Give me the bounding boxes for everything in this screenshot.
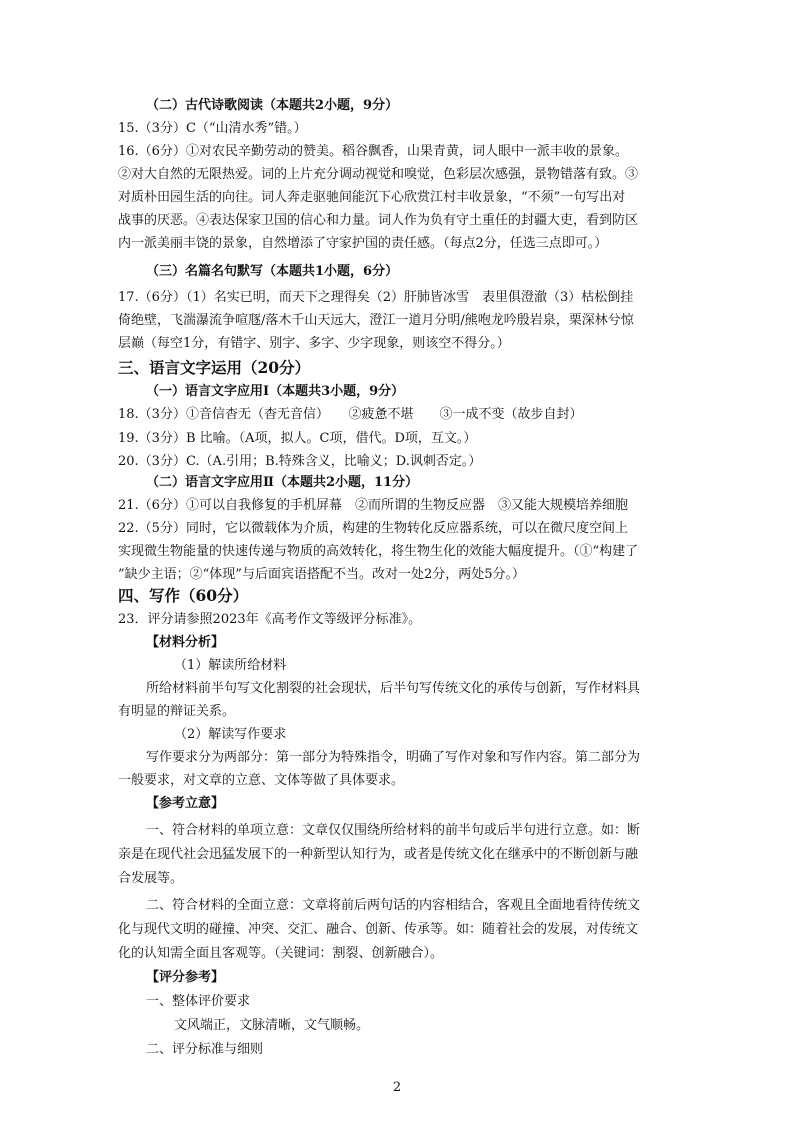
answer-16-line-3: 对质朴田园生活的向往。词人奔走驱驰间能沉下心欣赏江村丰收景象，“不须”一句写出对	[118, 190, 626, 205]
answer-22-line-3: ”缺少主语；②“体现”与后面宾语搭配不当。改对一处2分，两处5分。）	[118, 567, 525, 582]
answer-20: 20.（3分）C.（A.引用；B.特殊含义，比喻义；D.讽刺否定。）	[118, 454, 482, 469]
answer-15: 15.（3分）C（“山清水秀”错。）	[118, 121, 307, 136]
answer-22-line-2: 实现微生物能量的快速传递与物质的高效转化，将生物生化的效能大幅度提升。（①“构建了	[118, 544, 639, 559]
section-heading-dictation: （三）名篇名句默写（本题共1小题，6分）	[146, 264, 399, 279]
theme-single-line-1: 一、符合材料的单项立意：文章仅仅围绕所给材料的前半句或后半句进行立意。如：断	[146, 823, 641, 838]
requirement-line-1: 写作要求分为两部分：第一部分为特殊指令，明确了写作对象和写作内容。第二部分为	[146, 750, 641, 765]
requirement-line-2: 一般要求，对文章的立意、文体等做了具体要求。	[118, 773, 405, 788]
answer-17-line-3: 层巅（每空1分，有错字、别字、多字、少字现象，则该空不得分。）	[118, 336, 510, 351]
part-heading-writing: 四、写作（60分）	[118, 586, 249, 605]
theme-single-line-3: 合发展等。	[118, 871, 184, 886]
section-heading-language-1: （一）语言文字应用Ⅰ（本题共3小题，9分）	[146, 384, 405, 399]
material-analysis-line-2: 有明显的辩证关系。	[118, 704, 236, 719]
material-analysis-line-1: 所给材料前半句写文化割裂的社会现状，后半句写传统文化的承传与创新，写作材料具	[146, 681, 641, 696]
answer-16-line-2: ②对大自然的无限热爱。词的上片充分调动视觉和嗅觉，色彩层次感强，景物错落有致。③	[118, 167, 639, 182]
answer-16-line-4: 战事的厌恶。④表达保家卫国的信心和力量。词人作为负有守土重任的封疆大吏，看到防区	[118, 213, 639, 228]
heading-reference-theme: 【参考立意】	[146, 796, 225, 811]
answer-16-line-5: 内一派美丽丰饶的景象，自然增添了守家护国的责任感。（每点2分，任选三点即可。）	[118, 236, 608, 251]
heading-scoring-reference: 【评分参考】	[146, 970, 225, 985]
subheading-read-requirement: （2）解读写作要求	[174, 727, 287, 742]
scoring-criteria-heading: 二、评分标准与细则	[146, 1042, 264, 1057]
section-heading-poetry: （二）古代诗歌阅读（本题共2小题，9分）	[146, 98, 399, 113]
answer-22-line-1: 22.（5分）同时，它以微载体为介质，构建的生物转化反应器系统，可以在微尺度空间上	[118, 521, 628, 536]
answer-23: 23．评分请参照2023年《高考作文等级评分标准》。	[118, 612, 422, 627]
answer-18: 18.（3分）①音信杳无（杳无音信） ②疲惫不堪 ③一成不变（故步自封）	[118, 407, 583, 422]
answer-17-line-1: 17.（6分）（1）名实已明，而天下之理得矣（2）肝肺皆冰雪 表里俱澄澈（3）枯松倒挂	[118, 290, 634, 305]
page-number: 2	[392, 1080, 402, 1095]
scoring-overall-text: 文风端正，文脉清晰，文气顺畅。	[174, 1018, 370, 1033]
theme-single-line-2: 亲是在现代社会迅猛发展下的一种新型认知行为，或者是传统文化在继承中的不断创新与融	[118, 847, 639, 862]
section-heading-language-2: （二）语言文字应用Ⅱ（本题共2小题，11分）	[146, 475, 419, 490]
answer-16-line-1: 16.（6分）①对农民辛勤劳动的赞美。稻谷飘香，山果青黄，词人眼中一派丰收的景象。	[118, 144, 628, 159]
theme-full-line-1: 二、符合材料的全面立意：文章将前后两句话的内容相结合，客观且全面地看待传统文	[146, 898, 641, 913]
answer-21: 21.（6分）①可以自我修复的手机屏幕 ②而所谓的生物反应器 ③又能大规模培养细胞	[118, 498, 628, 513]
subheading-read-material: （1）解读所给材料	[174, 658, 287, 673]
theme-full-line-3: 化的认知需全面且客观等。（关键词：割裂、创新融合）。	[118, 946, 444, 961]
part-heading-language: 三、语言文字运用（20分）	[118, 358, 311, 377]
answer-19: 19.（3分）B 比喻。（A项，拟人。C项，借代。D项，互文。）	[118, 431, 477, 446]
answer-17-line-2: 倚绝壁，飞湍瀑流争喧豗/落木千山天远大，澄江一道月分明/熊咆龙吟殷岩泉，栗深林兮惊	[118, 313, 634, 328]
theme-full-line-2: 化与现代文明的碰撞、冲突、交汇、融合、创新、传承等。如：随着社会的发展，对传统文	[118, 922, 639, 937]
scoring-overall-heading: 一、整体评价要求	[146, 994, 251, 1009]
heading-material-analysis: 【材料分析】	[146, 635, 225, 650]
